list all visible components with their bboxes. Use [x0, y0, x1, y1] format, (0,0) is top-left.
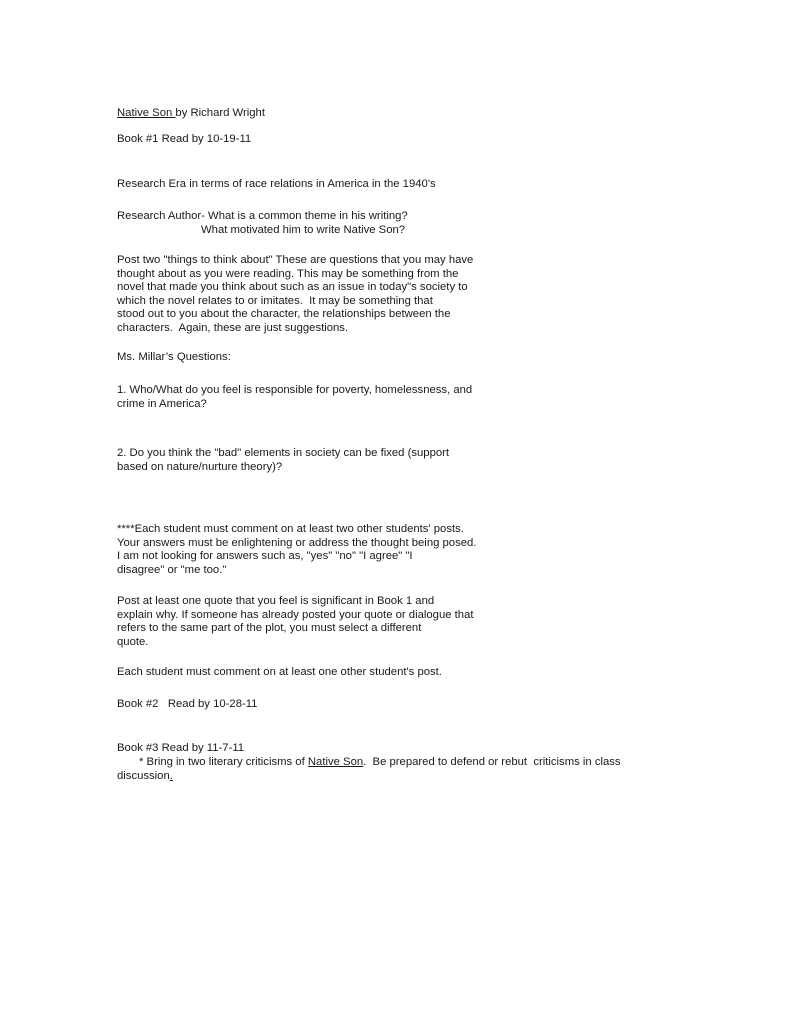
research-author-line: What motivated him to write Native Son? [201, 223, 406, 236]
paragraph-line: quote. [117, 635, 149, 648]
instruction-suffix: . Be prepared to defend or rebut criticisms in class [363, 756, 621, 768]
paragraph-line: explain why. If someone has already posted your quote or dialogue that [117, 608, 474, 621]
paragraph-line: thought about as you were reading. This may be something from the [117, 267, 459, 280]
paragraph-line: disagree" or "me too." [117, 563, 227, 576]
book3-instruction [139, 756, 621, 770]
paragraph-line: 1. Who/What do you feel is responsible for poverty, homelessness, and [117, 384, 473, 396]
paragraph-line: based on nature/nurture theory)? [117, 460, 283, 473]
paragraph-line: 2. Do you think the "bad" elements in society can be fixed (support [117, 447, 450, 459]
question-1 [117, 384, 472, 411]
book3-instruction-continued [117, 770, 173, 784]
research-author-block [117, 210, 408, 237]
paragraph-line: novel that made you think about such as an issue in today"s society to [117, 281, 468, 294]
book2-heading: Book #2 Read by 10-28-11 [117, 698, 258, 710]
instruction-continuation: discussion [117, 770, 170, 782]
paragraph-line: characters. Again, these are just suggestions. [117, 321, 349, 334]
comment-one-text: Each student must comment on at least one other student's post. [117, 666, 442, 678]
paragraph-line: crime in America? [117, 397, 207, 410]
paragraph-line: stood out to you about the character, the relationships between the [117, 308, 451, 321]
paragraph-line: ****Each student must comment on at least two other students' posts. [117, 523, 464, 535]
paragraph-line: Your answers must be enlightening or address the thought being posed. [117, 536, 477, 549]
paragraph-line: refers to the same part of the plot, you must select a different [117, 622, 422, 635]
paragraph-line: Post two "things to think about" These are questions that you may have [117, 254, 474, 266]
comment-rule-paragraph [117, 523, 476, 577]
paragraph-line: Post at least one quote that you feel is significant in Book 1 and [117, 595, 435, 607]
book-title-reference: Native Son [307, 756, 364, 768]
instruction-period: . [169, 770, 173, 782]
post-two-paragraph [117, 254, 473, 336]
paragraph-line: which the novel relates to or imitates. It may be something that [117, 294, 433, 307]
document-title [117, 107, 265, 121]
question-2 [117, 447, 449, 474]
paragraph-line: I am not looking for answers such as, "yes" "no" "I agree" "I [117, 550, 413, 563]
research-author-line: Research Author- What is a common theme in his writing? [117, 210, 408, 222]
millar-questions-heading: Ms. Millar’s Questions: [117, 351, 231, 363]
instruction-prefix: * Bring in two literary criticisms of [139, 756, 308, 768]
book3-heading: Book #3 Read by 11-7-11 [117, 742, 245, 754]
author-byline: by Richard Wright [175, 107, 265, 119]
quote-rule-paragraph [117, 595, 474, 649]
book-title-link: Native Son [117, 107, 176, 119]
book1-heading: Book #1 Read by 10-19-11 [117, 133, 252, 145]
research-era-text: Research Era in terms of race relations in America in the 1940's [117, 178, 436, 190]
